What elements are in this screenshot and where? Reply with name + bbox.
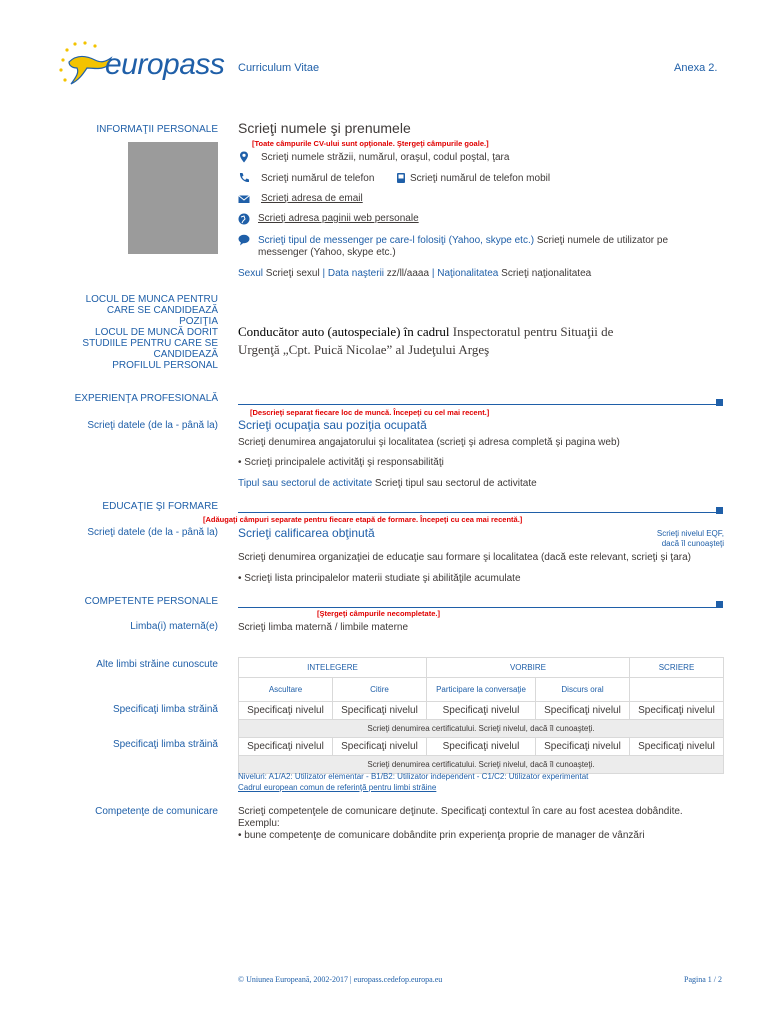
sector-label: Tipul sau sectorul de activitate [238, 478, 373, 489]
level-cell[interactable]: Specificaţi nivelul [332, 738, 426, 756]
other-languages-label: Alte limbi străine cunoscute [96, 659, 218, 670]
section-marker [716, 507, 723, 514]
personal-details-line [238, 268, 591, 279]
sex-value: Scrieţi sexul [265, 268, 320, 279]
level-cell[interactable]: Specificaţi nivelul [332, 702, 426, 720]
experience-dates: Scrieţi datele (de la - până la) [87, 420, 218, 431]
communication-text [238, 806, 723, 842]
subheader-reading: Citire [332, 678, 426, 702]
footer-page-number: Pagina 1 / 2 [684, 975, 722, 984]
communication-description: Scrieţi competenţele de comunicare deţinute. Specificaţi contextul în care au fost acestea dobândite. [238, 806, 683, 817]
communication-bullet: • bune competenţe de comunicare dobândite prin experienţa proprie de manager de vânzări [238, 830, 645, 841]
subheader-listening: Ascultare [239, 678, 333, 702]
mobile-phone-icon [396, 172, 406, 184]
eqf-level [657, 529, 724, 549]
personal-note: [Toate câmpurile CV-ului sunt opţionale. Ştergeţi câmpurile goale.] [252, 139, 489, 148]
foreign-language-label: Specificaţi limba străină [112, 704, 218, 715]
section-marker [716, 399, 723, 406]
communication-example: Exemplu: [238, 818, 280, 829]
annex-label: Anexa 2. [674, 62, 718, 74]
header-speaking: VORBIRE [426, 658, 629, 678]
position-rest: Inspectoratul pentru Situaţii de [452, 324, 614, 339]
location-pin-icon [238, 151, 250, 163]
nationality-value: Scrieţi naţionalitatea [501, 268, 592, 279]
section-experience: EXPERIENŢA PROFESIONALĂ [74, 393, 218, 404]
sector-line [238, 478, 537, 489]
phone-text: Scrieţi numărul de telefon [261, 173, 375, 184]
activities-text: Scrieţi principalele activităţi şi responsabilităţi [244, 457, 444, 468]
level-cell[interactable]: Specificaţi nivelul [239, 702, 333, 720]
position-bold: Conducător auto (autospeciale) în cadrul [238, 324, 450, 339]
logo-wordmark: europass [105, 48, 225, 81]
competences-note: [Ştergeţi câmpurile necompletate.] [317, 609, 440, 618]
phone-icon [238, 172, 250, 184]
education-note: [Adăugaţi câmpuri separate pentru fiecare etapă de formare. Începeţi cu cea mai recentă.] [203, 515, 523, 524]
level-cell[interactable]: Specificaţi nivelul [426, 702, 535, 720]
subjects-text: Scrieţi lista principalelor materii studiate şi abilităţile acumulate [244, 573, 521, 584]
position-label-line: POZIŢIA [179, 316, 218, 327]
email-icon [238, 193, 250, 205]
foreign-language-label: Specificaţi limba străină [112, 739, 218, 750]
subheader-writing-empty [630, 678, 724, 702]
nationality-label: Naţionalitatea [437, 268, 499, 279]
full-name: Scrieţi numele şi prenumele [238, 120, 411, 136]
section-marker [716, 601, 723, 608]
birth-date-value: zz/ll/aaaa [386, 268, 430, 279]
messenger-username: Scrieţi numele de utilizator pe messenger (Yahoo, skype etc.) [258, 235, 669, 258]
footer-copyright: © Uniunea Europeană, 2002-2017 | europass.cedefop.europa.eu [238, 975, 443, 984]
section-competences: COMPETENTE PERSONALE [84, 596, 218, 607]
level-cell[interactable]: Specificaţi nivelul [630, 702, 724, 720]
europass-logo [55, 40, 225, 90]
communication-label: Competenţe de comunicare [95, 806, 218, 817]
subheader-production: Discurs oral [536, 678, 630, 702]
email-link[interactable]: Scrieţi adresa de email [261, 193, 363, 204]
document-title: Curriculum Vitae [238, 62, 320, 74]
position-labels [82, 294, 218, 371]
separator: | [431, 268, 435, 279]
sector-value: Scrieţi tipul sau sectorul de activitate [374, 478, 537, 489]
header-writing: SCRIERE [630, 658, 724, 678]
header-understanding: INTELEGERE [239, 658, 427, 678]
certificate-cell[interactable]: Scrieţi denumirea certificatului. Scrieţi nivelul, dacă îl cunoaşteţi. [239, 756, 724, 774]
employer: Scrieţi denumirea angajatorului şi localitatea (scrieţi şi adresa completă şi pagina web) [238, 437, 620, 448]
languages-table [238, 657, 724, 774]
activities-item: • Scrieţi principalele activităţi şi responsabilităţi [238, 457, 444, 468]
desired-position [238, 323, 678, 359]
section-divider [238, 404, 718, 405]
education-dates: Scrieţi datele (de la - până la) [87, 527, 218, 538]
experience-position: Scrieţi ocupaţia sau poziţia ocupată [238, 418, 427, 432]
eqf-line: Scrieţi nivelul EQF, [656, 529, 724, 538]
framework-link[interactable]: Cadrul european comun de referinţă pentru limbi străine [238, 783, 437, 792]
messenger-info [258, 235, 718, 259]
position-label-line: LOCUL DE MUNCA PENTRU [85, 294, 218, 305]
position-label-line: STUDIILE PENTRU CARE SE [82, 338, 218, 349]
separator: | [322, 268, 326, 279]
level-cell[interactable]: Specificaţi nivelul [536, 738, 630, 756]
experience-note: [Descrieţi separat fiecare loc de muncă. Începeţi cu cel mai recent.] [250, 408, 490, 417]
level-cell[interactable]: Specificaţi nivelul [630, 738, 724, 756]
level-cell[interactable]: Specificaţi nivelul [239, 738, 333, 756]
level-cell[interactable]: Specificaţi nivelul [536, 702, 630, 720]
section-personal-info: INFORMAŢII PERSONALE [96, 124, 218, 135]
section-education: EDUCAŢIE ŞI FORMARE [102, 501, 218, 512]
certificate-cell[interactable]: Scrieţi denumirea certificatului. Scrieţi nivelul, dacă îl cunoaşteţi. [239, 720, 724, 738]
messenger-type: Scrieţi tipul de messenger pe care-l folosiţi (Yahoo, skype etc.) [258, 235, 535, 246]
mother-tongue-value: Scrieţi limba maternă / limbile materne [238, 622, 409, 633]
level-cell[interactable]: Specificaţi nivelul [426, 738, 535, 756]
photo-placeholder [128, 142, 218, 254]
education-organisation: Scrieţi denumirea organizaţiei de educaţie sau formare şi localitatea (dacă este relevant, scrieţi şi ţara) [238, 552, 691, 563]
position-line2: Urgenţă „Cpt. Puică Nicolae” al Judeţului Argeş [238, 342, 490, 357]
section-divider [238, 512, 718, 513]
mother-tongue-label: Limba(i) maternă(e) [130, 621, 218, 632]
section-divider [238, 607, 718, 608]
qualification: Scrieţi calificarea obţinută [238, 526, 375, 540]
levels-note: Niveluri: A1/A2: Utilizator elementar - B1/B2: Utilizator independent - C1/C2: Utilizator experimentat [238, 772, 589, 781]
communication-bullet-text: bune competenţe de comunicare dobândite prin experienţa proprie de manager de vânzări [244, 830, 645, 841]
subjects-item: • Scrieţi lista principalelor materii studiate şi abilităţile acumulate [238, 573, 521, 584]
website-link[interactable]: Scrieţi adresa paginii web personale [258, 213, 419, 224]
messenger-chat-icon [238, 234, 250, 246]
eqf-line: dacă îl cunoaşteţi [661, 539, 724, 548]
address-text: Scrieţi numele străzii, numărul, oraşul, codul poştal, ţara [261, 152, 510, 163]
subheader-interaction: Participare la conversaţie [426, 678, 535, 702]
mobile-text: Scrieţi numărul de telefon mobil [410, 173, 551, 184]
web-globe-icon [238, 213, 250, 225]
position-label-line: LOCUL DE MUNCĂ DORIT [95, 327, 218, 338]
position-label-line: CANDIDEAZĂ [153, 349, 218, 360]
position-label-line: PROFILUL PERSONAL [112, 360, 218, 371]
position-label-line: CARE SE CANDIDEAZĂ [106, 305, 218, 316]
birth-date-label: Data naşterii [327, 268, 385, 279]
sex-label: Sexul [238, 268, 264, 279]
